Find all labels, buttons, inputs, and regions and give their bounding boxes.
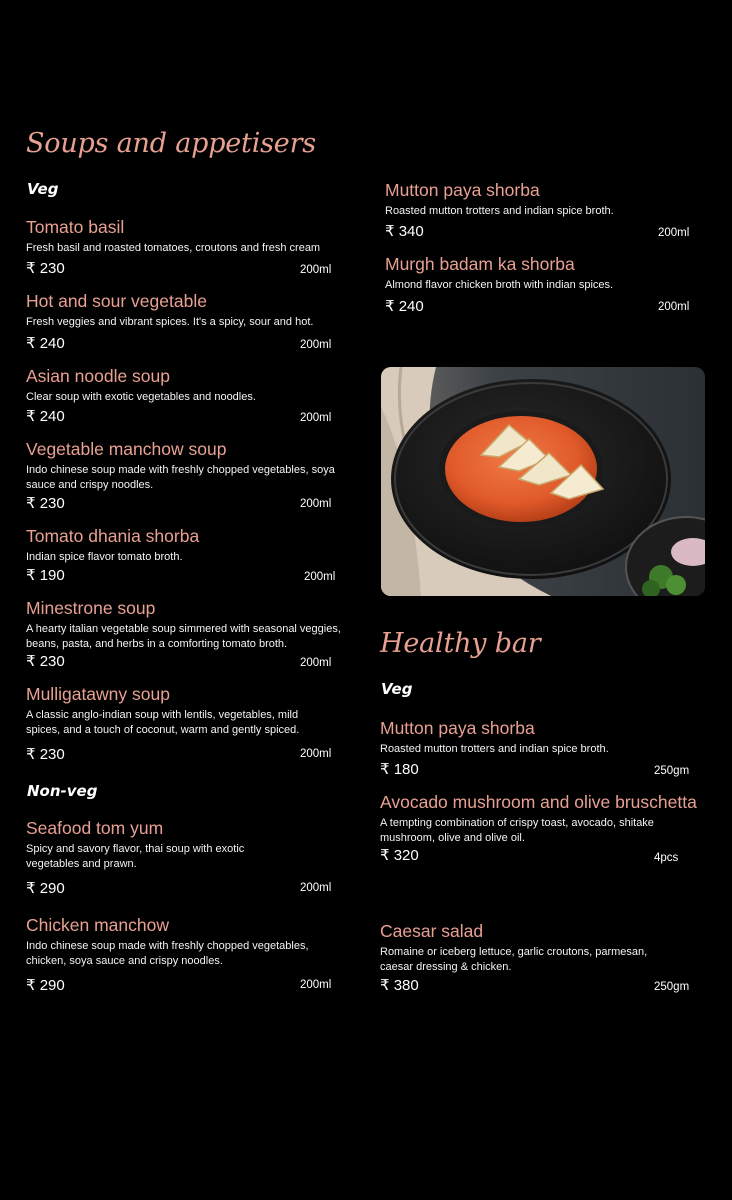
item-description: Fresh veggies and vibrant spices. It's a spicy, sour and hot. [26, 316, 314, 328]
item-description: Almond flavor chicken broth with indian spices. [385, 279, 614, 291]
menu-item-hot-and-sour [26, 290, 356, 330]
item-description: A tempting combination of crispy toast, avocado, shitake mushroom, olive and olive oil. [380, 817, 654, 844]
section-title-healthy-bar: Healthy bar [380, 628, 541, 659]
soup-photo [381, 367, 705, 596]
item-price: ₹ 230 [26, 653, 65, 670]
menu-item-chicken-manchow [26, 914, 336, 968]
nonveg-label: Non-veg [27, 782, 98, 800]
item-description: Fresh basil and roasted tomatoes, croutons and fresh cream [26, 242, 321, 254]
item-name: Hot and sour vegetable [26, 291, 207, 311]
item-price: ₹ 230 [26, 495, 65, 512]
item-name: Tomato dhania shorba [26, 526, 200, 546]
item-name: Mulligatawny soup [26, 684, 170, 704]
menu-item-vegetable-manchow [26, 438, 336, 492]
item-quantity: 200ml [300, 412, 332, 424]
item-quantity: 200ml [300, 657, 332, 669]
menu-item-murgh-badam [385, 253, 705, 293]
item-price: ₹ 340 [385, 223, 424, 240]
item-quantity: 4pcs [654, 852, 679, 864]
item-quantity: 200ml [658, 301, 690, 313]
soup-bowl-image [381, 367, 705, 596]
item-quantity: 250gm [654, 765, 690, 777]
item-price: ₹ 190 [26, 567, 65, 584]
item-description: Clear soup with exotic vegetables and noodles. [26, 391, 256, 403]
menu-item-caesar-salad [380, 920, 680, 974]
item-description: Indian spice flavor tomato broth. [26, 551, 183, 563]
item-quantity: 250gm [654, 981, 690, 993]
item-quantity: 200ml [304, 571, 336, 583]
item-price: ₹ 180 [380, 761, 419, 778]
menu-item-tomato-dhania [26, 525, 356, 565]
item-description: Indo chinese soup made with freshly chopped vegetables, soya sauce and crispy noodles. [26, 464, 335, 491]
menu-item-mulligatawny [26, 683, 326, 737]
item-quantity: 200ml [300, 339, 332, 351]
item-price: ₹ 240 [385, 298, 424, 315]
menu-item-asian-noodle [26, 365, 356, 405]
item-price: ₹ 240 [26, 408, 65, 425]
item-quantity: 200ml [658, 227, 690, 239]
item-description: Roasted mutton trotters and indian spice broth. [380, 743, 609, 755]
item-name: Caesar salad [380, 921, 484, 941]
item-name: Seafood tom yum [26, 818, 164, 838]
item-price: ₹ 380 [380, 977, 419, 994]
item-price: ₹ 230 [26, 260, 65, 277]
item-quantity: 200ml [300, 882, 332, 894]
item-name: Minestrone soup [26, 598, 156, 618]
item-description: Spicy and savory flavor, thai soup with exotic vegetables and prawn. [26, 843, 245, 870]
healthy-veg-label: Veg [381, 680, 413, 698]
item-quantity: 200ml [300, 979, 332, 991]
item-price: ₹ 320 [380, 847, 419, 864]
veg-label: Veg [27, 180, 59, 198]
item-description: Roasted mutton trotters and indian spice broth. [385, 205, 614, 217]
item-quantity: 200ml [300, 264, 332, 276]
item-description: A hearty italian vegetable soup simmered with seasonal veggies, beans, pasta, and herbs in a comforting tomato broth. [26, 623, 341, 650]
menu-item-seafood-tom-yum [26, 817, 276, 871]
item-quantity: 200ml [300, 748, 332, 760]
item-description: Indo chinese soup made with freshly chopped vegetables, chicken, soya sauce and crispy noodles. [26, 940, 309, 967]
item-price: ₹ 230 [26, 746, 65, 763]
item-name: Avocado mushroom and olive bruschetta [380, 792, 697, 812]
item-quantity: 200ml [300, 498, 332, 510]
item-name: Chicken manchow [26, 915, 169, 935]
item-name: Vegetable manchow soup [26, 439, 227, 459]
menu-item-mutton-paya-shorba [385, 179, 705, 219]
item-price: ₹ 290 [26, 977, 65, 994]
item-price: ₹ 290 [26, 880, 65, 897]
item-name: Asian noodle soup [26, 366, 170, 386]
menu-item-healthy-mutton-paya [380, 717, 710, 757]
item-name: Murgh badam ka shorba [385, 254, 575, 274]
menu-item-minestrone [26, 597, 356, 651]
menu-item-avocado-bruschetta [380, 791, 710, 845]
item-description: Romaine or iceberg lettuce, garlic croutons, parmesan, caesar dressing & chicken. [380, 946, 648, 973]
item-name: Mutton paya shorba [380, 718, 535, 738]
item-name: Tomato basil [26, 217, 125, 237]
item-description: A classic anglo-indian soup with lentils, vegetables, mild spices, and a touch of coconut, warm and gently spiced. [26, 709, 300, 736]
section-title-soups: Soups and appetisers [26, 128, 316, 159]
item-name: Mutton paya shorba [385, 180, 540, 200]
item-price: ₹ 240 [26, 335, 65, 352]
menu-item-tomato-basil [26, 216, 356, 256]
